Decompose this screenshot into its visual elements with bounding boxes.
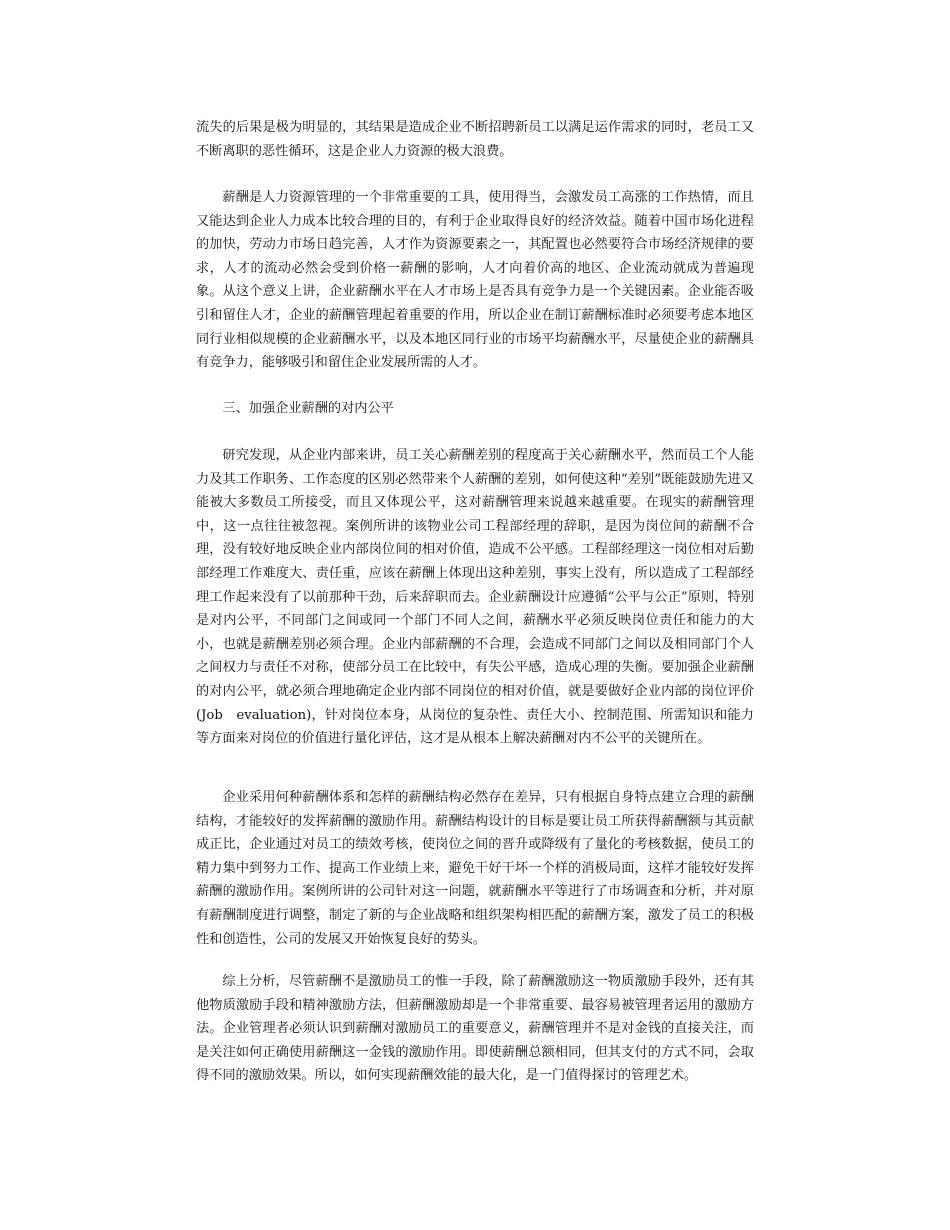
paragraph-salary-structure: 企业采用何种薪酬体系和怎样的薪酬结构必然存在差异，只有根据自身特点建立合理的薪酬结构，才能较好的发挥薪酬的激励作用。薪酬结构设计的目标是要让员工所获得薪酬额与其贡献成正比，企业通过对员工的绩效考核，使岗位之间的晋升或降级有了量化的考核数据，使员工的精力集中到努力工作、提高工作业绩上来，避免干好干坏一个样的消极局面，这样才能较好发挥薪酬的激励作用。案例所讲的公司针对这一问题，就薪酬水平等进行了市场调查和分析，并对原有薪酬制度进行调整，制定了新的与企业战略和组织架构相匹配的薪酬方案，激发了员工的积极性和创造性，公司的发展又开始恢复良好的势头。 [196,790,754,947]
section-heading: 三、加强企业薪酬的对内公平 [222,401,394,416]
paragraph-salary-tool: 薪酬是人力资源管理的一个非常重要的工具，使用得当，会激发员工高涨的工作热情，而且又能达到企业人力成本比较合理的目的，有利于企业取得良好的经济效益。随着中国市场化进程的加快，劳动力市场日趋完善，人才作为资源要素之一，其配置也必然要符合市场经济规律的要求，人才的流动必然会受到价格一薪酬的影响，人才向着价高的地区、企业流动就成为普遍现象。从这个意义上讲，企业薪酬水平在人才市场上是否具有竞争力是一个关键因素。企业能否吸引和留住人才，企业的薪酬管理起着重要的作用，所以企业在制订薪酬标准时必须要考虑本地区同行业相似规模的企业薪酬水平，以及本地区同行业的市场平均薪酬水平，尽量使企业的薪酬具有竞争力，能够吸引和留住企业发展所需的人才。 [196,190,754,371]
paragraph-internal-fairness: 研究发现，从企业内部来讲，员工关心薪酬差别的程度高于关心薪酬水平，然而员工个人能力及其工作职务、工作态度的区别必然带来个人薪酬的差别，如何使这种“差别”既能鼓励先进又能被大多数员工所接受，而且又体现公平，这对薪酬管理来说越来越重要。在现实的薪酬管理中，这一点往往被忽视。案例所讲的该物业公司工程部经理的辞职，是因为岗位间的薪酬不合理，没有较好地反映企业内部岗位间的相对价值，造成不公平感。工程部经理这一岗位相对后勤部经理工作难度大、责任重，应该在薪酬上体现出这种差别，事实上没有，所以造成了工程部经理工作起来没有了以前那种干劲，后来辞职而去。企业薪酬设计应遵循“公平与公正”原则，特别是对内公平，不同部门之间或同一个部门不同人之间，薪酬水平必须反映岗位责任和能力的大小，也就是薪酬差别必须合理。企业内部薪酬的不合理，会造成不同部门之间以及相同部门个人之间权力与责任不对称，使部分员工在比较中，有失公平感，造成心理的失衡。要加强企业薪酬的对内公平，就必须合理地确定企业内部不同岗位的相对价值，就是要做好企业内部的岗位评价(Job evaluation)，针对岗位本身，从岗位的复杂性、责任大小、控制范围、所需知识和能力等方面来对岗位的价值进行量化评估，这才是从根本上解决薪酬对内不公平的关键所在。 [196,448,754,747]
paragraph-continuation: 流失的后果是极为明显的，其结果是造成企业不断招聘新员工以满足运作需求的同时，老员工又不断离职的恶性循环，这是企业人力资源的极大浪费。 [196,120,754,159]
paragraph-conclusion: 综上分析，尽管薪酬不是激励员工的惟一手段，除了薪酬激励这一物质激励手段外，还有其他物质激励手段和精神激励方法，但薪酬激励却是一个非常重要、最容易被管理者运用的激励方法。企业管理者必须认识到薪酬对激励员工的重要意义，薪酬管理并不是对金钱的直接关注，而是关注如何正确使用薪酬这一金钱的激励作用。即使薪酬总额相同，但其支付的方式不同，会取得不同的激励效果。所以，如何实现薪酬效能的最大化，是一门值得探讨的管理艺术。 [196,974,754,1084]
